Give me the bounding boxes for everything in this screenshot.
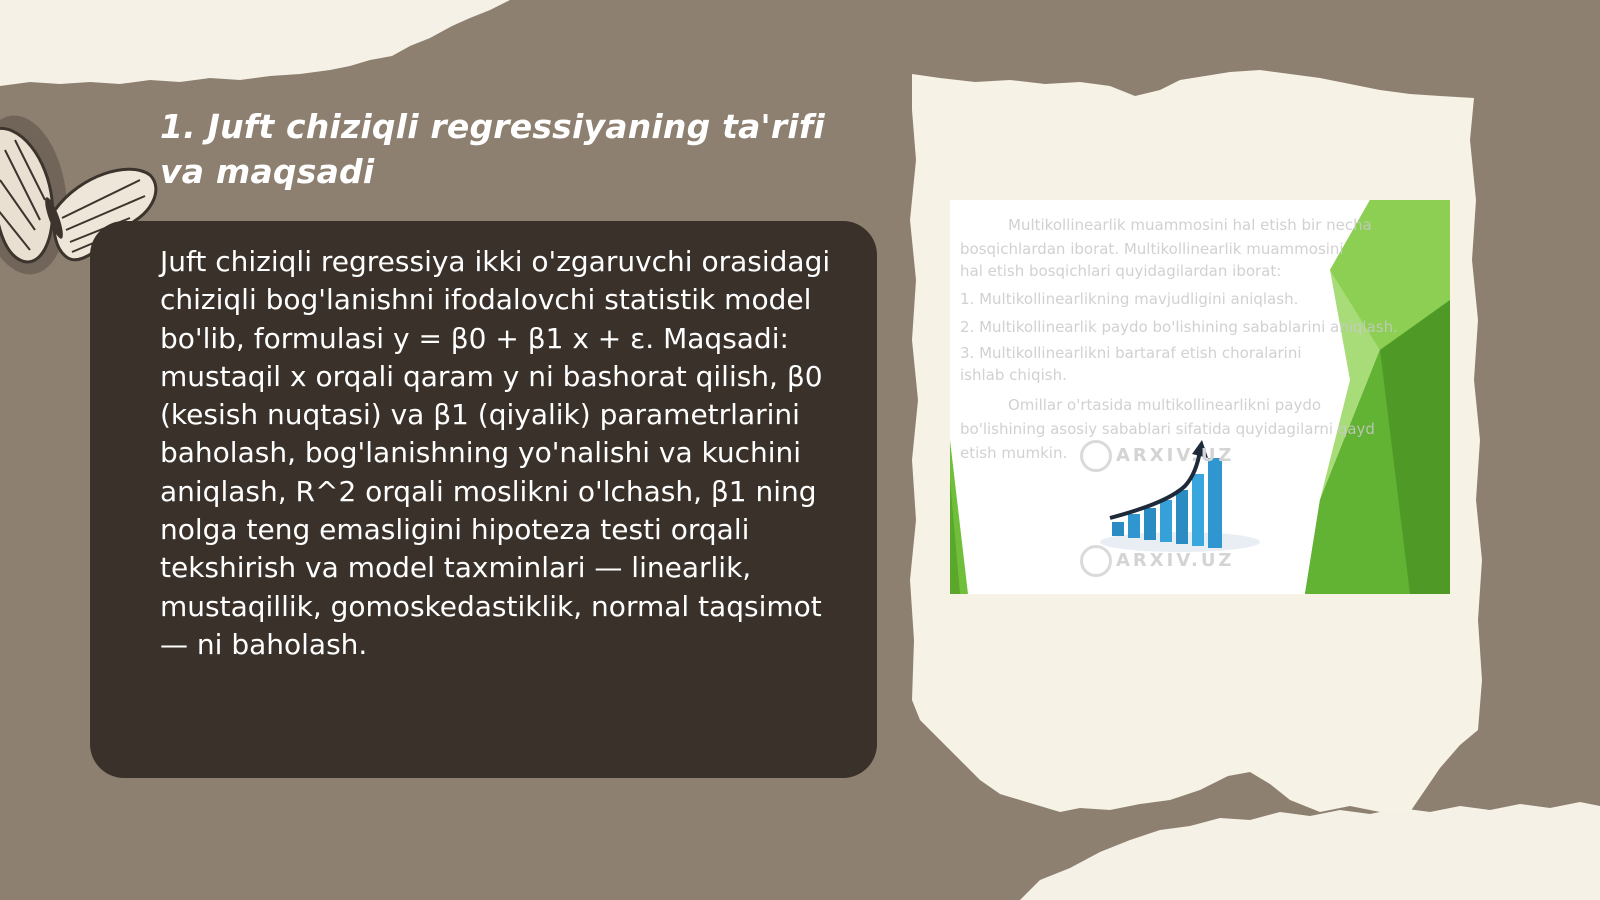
- watermark-text: ARXIV.UZ: [1116, 550, 1235, 571]
- watermark: [1080, 440, 1234, 472]
- image-text-line: bosqichlardan iborat. Multikollinearlik muammosini: [960, 240, 1344, 258]
- document-image: [950, 200, 1450, 594]
- image-text-line: 1. Multikollinearlikning mavjudligini aniqlash.: [960, 290, 1299, 308]
- torn-paper-bottom-right: [1020, 802, 1600, 900]
- image-text-line: etish mumkin.: [960, 444, 1068, 462]
- image-text-line: Omillar o'rtasida multikollinearlikni paydo: [1008, 396, 1322, 414]
- torn-paper-top-left: [0, 0, 510, 86]
- watermark: [1080, 545, 1234, 577]
- image-text-line: bo'lishining asosiy sabablari sifatida quyidagilarni qayd: [960, 420, 1375, 438]
- slide-title: 1. Juft chiziqli regressiyaning ta'rifi va maqsadi: [160, 107, 825, 191]
- image-text-line: 3. Multikollinearlikni bartaraf etish choralarini: [960, 344, 1302, 362]
- image-text-line: 2. Multikollinearlik paydo bo'lishining sabablarini aniqlash.: [960, 318, 1398, 336]
- watermark-text: ARXIV.UZ: [1116, 445, 1235, 466]
- image-text-line: Multikollinearlik muammosini hal etish bir necha: [1008, 216, 1372, 234]
- image-text-line: ishlab chiqish.: [960, 366, 1067, 384]
- slide-body-text: Juft chiziqli regressiya ikki o'zgaruvchi orasidagi chiziqli bog'lanishni ifodalovchi statistik model bo'lib, formulasi y = β0 + β1 x + ε. Maqsadi: mustaqil x orqali qaram y ni bashorat qilish, β0 (kesish nuqtasi) va β1 (qiyalik) parametrlarini baholash, bog'lanishning yo'nalishi va kuchini aniqlash, R^2 orqali moslikni o'lchash, β1 ning nolga teng emasligini hipoteza testi orqali tekshirish va model taxminlari — linearlik, mustaqillik, gomoskedastiklik, normal taqsimot — ni baholash.: [160, 245, 831, 661]
- watermark-ring-icon: [1080, 545, 1112, 577]
- watermark-ring-icon: [1080, 440, 1112, 472]
- image-text-line: hal etish bosqichlari quyidagilardan iborat:: [960, 262, 1282, 280]
